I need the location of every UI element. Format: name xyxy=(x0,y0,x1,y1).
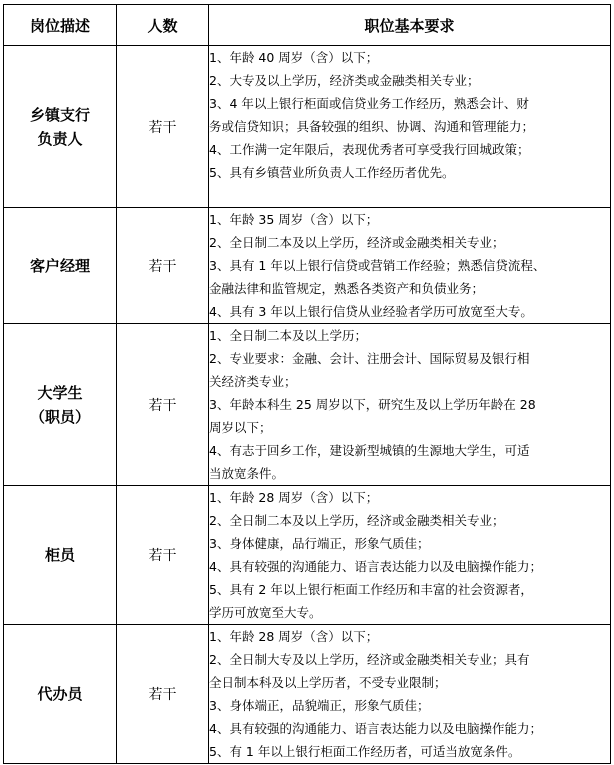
requirement-line: 全日制本科及以上学历者，不受专业限制； xyxy=(209,675,447,690)
requirement-line: 3、4 年以上银行柜面或信贷业务工作经历，熟悉会计、财 xyxy=(209,96,529,111)
requirement-line: 3、身体健康，品行端正，形象气质佳； xyxy=(209,536,430,551)
position-label: 负责人 xyxy=(37,129,83,148)
position-label: 乡镇支行 xyxy=(29,105,90,124)
table-row xyxy=(4,324,611,486)
requirement-line: 1、年龄 35 周岁（含）以下； xyxy=(209,212,379,227)
requirement-line: 4、具有较强的沟通能力、语言表达能力以及电脑操作能力； xyxy=(209,559,542,574)
requirement-line: 3、具有 1 年以上银行信贷或营销工作经验；熟悉信贷流程、 xyxy=(209,258,546,273)
table-row xyxy=(4,208,611,324)
requirement-line: 务或信贷知识；具备较强的组织、协调、沟通和管理能力； xyxy=(209,119,535,134)
position-label: 客户经理 xyxy=(29,256,90,275)
position-label: 柜员 xyxy=(44,546,75,564)
requirement-line: 1、年龄 28 周岁（含）以下； xyxy=(209,629,379,644)
requirement-line: 学历可放宽至大专。 xyxy=(209,605,322,620)
job-requirements-table xyxy=(3,4,611,764)
requirement-line: 当放宽条件。 xyxy=(209,466,285,481)
position-cell xyxy=(4,46,117,208)
position-cell xyxy=(4,208,117,324)
table-row xyxy=(4,625,611,764)
position-cell xyxy=(4,486,117,625)
requirement-line: 关经济类专业； xyxy=(209,374,297,389)
requirement-line: 5、具有乡镇营业所负责人工作经历者优先。 xyxy=(209,165,455,180)
requirement-line: 2、全日制二本及以上学历，经济或金融类相关专业； xyxy=(209,513,505,528)
table-row xyxy=(4,46,611,208)
requirement-line: 1、年龄 40 周岁（含）以下； xyxy=(209,50,379,65)
header-position: 岗位描述 xyxy=(4,5,117,46)
requirement-line: 周岁以下； xyxy=(209,420,272,435)
requirement-line: 2、全日制大专及以上学历，经济或金融类相关专业；具有 xyxy=(209,652,530,667)
count-cell: 若干 xyxy=(117,46,209,208)
position-label: （职员） xyxy=(29,407,90,426)
requirement-line: 3、身体端正，品貌端正，形象气质佳； xyxy=(209,698,430,713)
requirement-line: 4、具有较强的沟通能力、语言表达能力以及电脑操作能力； xyxy=(209,721,542,736)
requirements-cell xyxy=(209,324,611,486)
position-label: 大学生 xyxy=(37,383,83,402)
header-count: 人数 xyxy=(117,5,209,46)
count-cell: 若干 xyxy=(117,625,209,764)
requirement-line: 4、具有 3 年以上银行信贷从业经验者学历可放宽至大专。 xyxy=(209,304,533,319)
count-cell: 若干 xyxy=(117,486,209,625)
count-cell: 若干 xyxy=(117,324,209,486)
requirement-line: 5、具有 2 年以上银行柜面工作经历和丰富的社会资源者， xyxy=(209,582,533,597)
requirement-line: 3、年龄本科生 25 周岁以下，研究生及以上学历年龄在 28 xyxy=(209,397,536,412)
table-body xyxy=(4,46,611,764)
position-label: 代办员 xyxy=(37,685,83,703)
requirement-line: 2、全日制二本及以上学历，经济或金融类相关专业； xyxy=(209,235,505,250)
header-row xyxy=(4,5,611,46)
requirement-line: 1、全日制二本及以上学历； xyxy=(209,328,367,343)
requirements-cell xyxy=(209,625,611,764)
requirements-cell xyxy=(209,46,611,208)
count-cell: 若干 xyxy=(117,208,209,324)
header-requirements: 职位基本要求 xyxy=(209,5,611,46)
position-cell xyxy=(4,324,117,486)
requirement-line: 2、大专及以上学历，经济类或金融类相关专业； xyxy=(209,73,480,88)
requirements-cell xyxy=(209,486,611,625)
requirement-line: 4、工作满一定年限后，表现优秀者可享受我行回城政策； xyxy=(209,142,530,157)
table-row xyxy=(4,486,611,625)
requirement-line: 金融法律和监管规定，熟悉各类资产和负债业务； xyxy=(209,281,485,296)
requirement-line: 5、有 1 年以上银行柜面工作经历者，可适当放宽条件。 xyxy=(209,744,521,759)
requirements-cell xyxy=(209,208,611,324)
requirement-line: 4、有志于回乡工作，建设新型城镇的生源地大学生，可适 xyxy=(209,443,530,458)
position-cell xyxy=(4,625,117,764)
requirement-line: 1、年龄 28 周岁（含）以下； xyxy=(209,490,379,505)
requirement-line: 2、专业要求：金融、会计、注册会计、国际贸易及银行相 xyxy=(209,351,530,366)
